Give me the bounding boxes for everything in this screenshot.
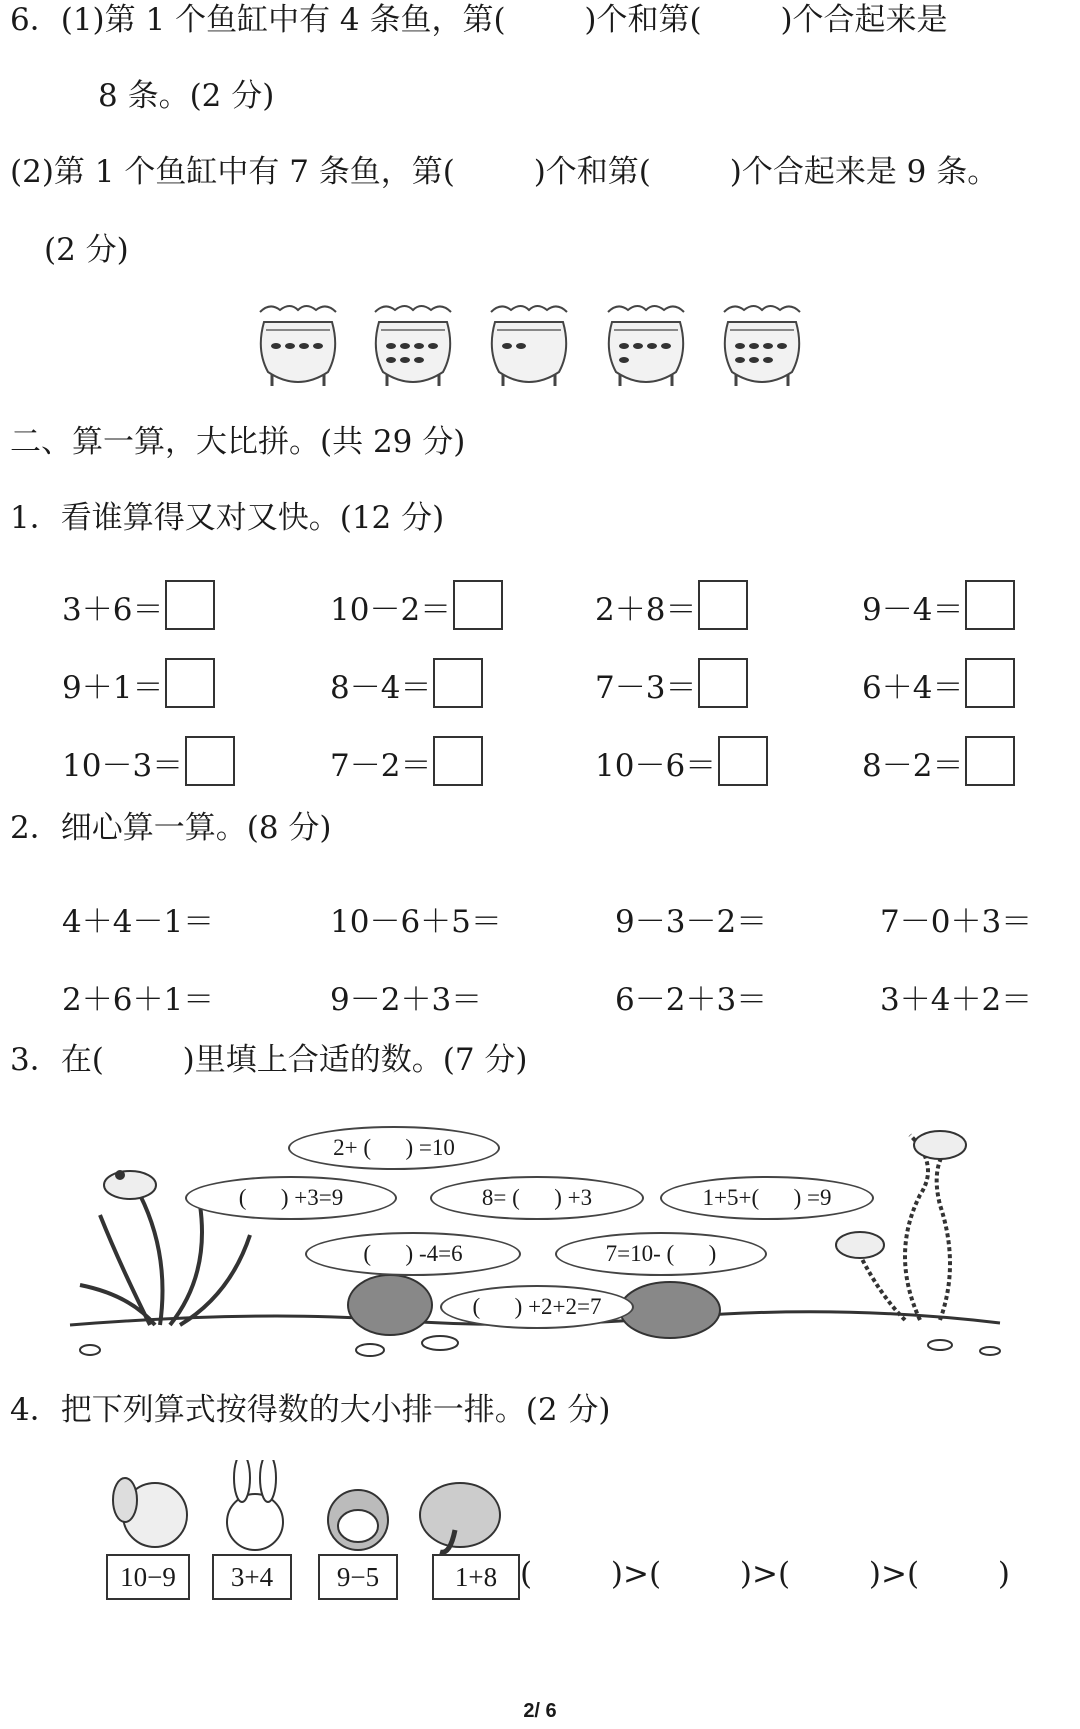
q1-equation-text: 8－4＝ [330,670,432,706]
q3-bubble[interactable]: ( ) +2+2=7 [440,1285,634,1329]
q2-equation: 9－3－2＝ [615,904,768,940]
answer-box[interactable] [698,580,748,630]
q1-equation-text: 2＋8＝ [595,592,697,628]
q3-bubble[interactable]: ( ) -4=6 [305,1232,521,1276]
q2-equation: 10－6＋5＝ [330,904,502,940]
q6-part2-line1: (2)第 1 个鱼缸中有 7 条鱼，第( )个和第( )个合起来是 9 条。 [10,154,999,190]
answer-box[interactable] [433,736,483,786]
q1-equation [330,736,483,790]
answer-box[interactable] [165,580,215,630]
q1-equation [595,658,748,712]
q3-bubble[interactable]: ( ) +3=9 [185,1176,397,1220]
fish-icon [647,343,657,349]
fish-icon [502,343,512,349]
answer-box[interactable] [965,580,1015,630]
answer-box[interactable] [718,736,768,786]
q2-equation: 9－2＋3＝ [330,982,483,1018]
rock-right [620,1282,720,1338]
q1-equation [62,736,235,790]
fish-icon [516,343,526,349]
q3-bubble[interactable]: 1+5+( ) =9 [660,1176,874,1220]
q4-card: 3+4 [212,1554,292,1600]
fish-right-mid [836,1232,884,1258]
fish-icon [400,343,410,349]
q2-equation: 7－0＋3＝ [880,904,1033,940]
fish-icon [735,357,745,363]
fish-icon [763,357,773,363]
answer-box[interactable] [453,580,503,630]
q2-equation: 6－2＋3＝ [615,982,768,1018]
answer-box[interactable] [433,658,483,708]
fish-icon [313,343,323,349]
q4-card: 9−5 [318,1554,398,1600]
q4-title: 4．把下列算式按得数的大小排一排。(2 分) [10,1392,611,1428]
q3-bubble[interactable]: 7=10- ( ) [555,1232,767,1276]
q1-equation [595,736,768,790]
fish-icon [285,343,295,349]
fish-icon [735,343,745,349]
rabbit-icon [227,1494,283,1550]
q3-title: 3．在( )里填上合适的数。(7 分) [10,1042,528,1078]
q1-equation-text: 6＋4＝ [862,670,964,706]
fish-icon [633,343,643,349]
animals [100,1460,520,1560]
answer-box[interactable] [165,658,215,708]
q1-equation [330,658,483,712]
q1-equation [595,580,748,634]
fish-tank-2 [365,300,461,396]
q4-card: 10−9 [106,1554,190,1600]
fish-icon [763,343,773,349]
q2-title: 2．细心算一算。(8 分) [10,810,332,846]
fish-icon [414,357,424,363]
q2-equation: 2＋6＋1＝ [62,982,215,1018]
q1-equation [862,580,1015,634]
q1-equation [62,658,215,712]
q1-equation-text: 3＋6＝ [62,592,164,628]
answer-box[interactable] [698,658,748,708]
fish-right-top [914,1131,966,1159]
q1-equation-text: 10－2＝ [330,592,452,628]
fish-icon [400,357,410,363]
q6-part2-line2: (2 分) [44,232,129,268]
answer-box[interactable] [965,658,1015,708]
q6-part1-line2: 8 条。(2 分) [98,78,275,114]
q1-equation-text: 7－3＝ [595,670,697,706]
q1-equation-text: 10－6＝ [595,748,717,784]
fish-tank-5 [714,300,810,396]
fish-icon [619,343,629,349]
fish-icon [386,357,396,363]
fish-icon [777,343,787,349]
rock-left [348,1275,432,1335]
q1-equation-text: 8－2＝ [862,748,964,784]
q2-equation: 3＋4＋2＝ [880,982,1033,1018]
fish-icon [414,343,424,349]
q1-equation-text: 9－4＝ [862,592,964,628]
fish-icon [749,343,759,349]
answer-box[interactable] [185,736,235,786]
elephant-icon [420,1483,500,1547]
fish-icon [619,357,629,363]
q1-title: 1．看谁算得又对又快。(12 分) [10,500,445,536]
answer-box[interactable] [965,736,1015,786]
q6-part1-line1: 6．(1)第 1 个鱼缸中有 4 条鱼，第( )个和第( )个合起来是 [10,2,948,38]
q1-equation [862,658,1015,712]
q3-bubble[interactable]: 2+ ( ) =10 [288,1126,500,1170]
fish-icon [428,343,438,349]
q1-equation [62,580,215,634]
fish-icon [386,343,396,349]
q1-equation-text: 7－2＝ [330,748,432,784]
q1-equation [862,736,1015,790]
q4-answer-template: ( )>( )>( )>( ) [520,1556,1011,1592]
fish-icon [271,343,281,349]
fish-icon [749,357,759,363]
q2-equation: 4＋4－1＝ [62,904,215,940]
q1-equation-text: 10－3＝ [62,748,184,784]
fish-tank-4 [598,300,694,396]
fish-tank-1 [250,300,346,396]
fish-left [104,1171,156,1199]
q1-equation [330,580,503,634]
page-number: 2/ 6 [523,1700,557,1722]
fish-tank-3 [481,300,577,396]
fish-icon [661,343,671,349]
section2-title: 二、算一算，大比拼。(共 29 分) [10,424,466,460]
q3-bubble[interactable]: 8= ( ) +3 [430,1176,644,1220]
q4-card: 1+8 [432,1554,520,1600]
q1-equation-text: 9＋1＝ [62,670,164,706]
fish-icon [299,343,309,349]
